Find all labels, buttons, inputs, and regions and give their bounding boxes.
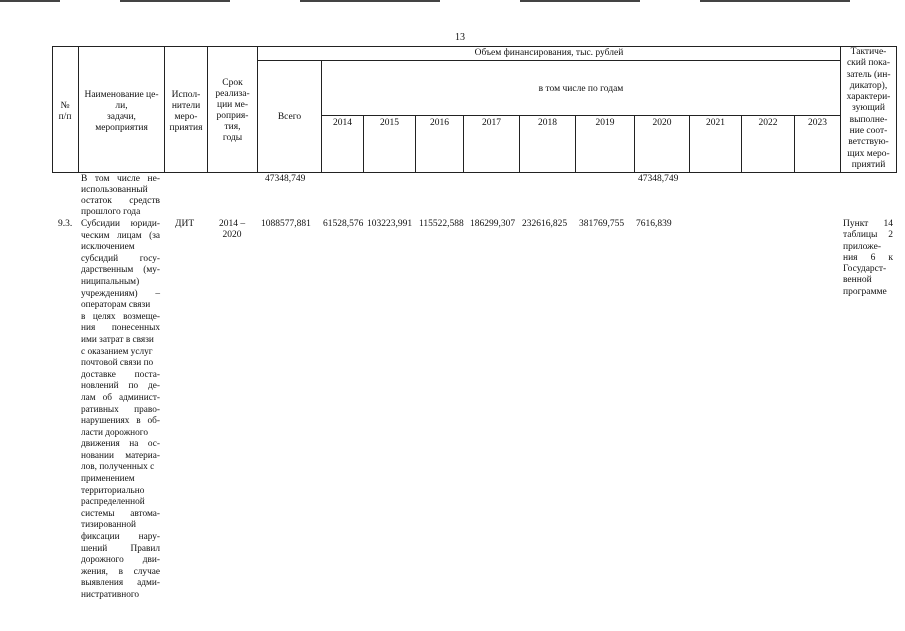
year-header-2018: 2018 — [538, 118, 557, 128]
row-9-3-total: 1088577,881 — [261, 219, 311, 229]
year-header-2014: 2014 — [333, 118, 352, 128]
col-divider-total — [321, 60, 322, 173]
row-unused-balance-name: В том числе не- использованный остаток средств прошлого года — [81, 174, 160, 217]
row-9-3-2014: 61528,576 — [323, 219, 364, 229]
row-9-3-2015: 103223,991 — [367, 219, 413, 229]
row-unused-balance-2020: 47348,749 — [638, 174, 679, 184]
row-9-3-number: 9.3. — [58, 219, 73, 229]
year-header-2015: 2015 — [380, 118, 399, 128]
page-number: 13 — [455, 32, 465, 43]
row-9-3-name: Субсидии юриди- ческим лицам (за исключением субсидий госу- дарственным (му- ниципальным) учреждениям) – операторам связи в целях возмеще- ния понесенных ими затрат в связи с оказанием услуг почтовой связи по доставке поста- новлений по де- лам об админист- ративных право- нарушениях в об- ласти дорожного движения на ос- новании материа- лов, полученных с применением территориально распределенной системы автома- тизированной фиксации нару- шений Правил дорожного дви- жения, в случае выявления адми- нистративного — [81, 219, 160, 600]
header-total: Всего — [277, 112, 302, 122]
year-header-2021: 2021 — [706, 118, 725, 128]
header-period: Срок реализа- ции ме- роприя- тия, годы — [215, 78, 250, 143]
table-top-border — [52, 46, 897, 47]
year-header-2016: 2016 — [430, 118, 449, 128]
header-name: Наименование це- ли, задачи, мероприятия — [84, 90, 159, 133]
row-9-3-2020: 7616,839 — [636, 219, 672, 229]
header-executors: Испол- нители меро- приятия — [169, 90, 203, 133]
row-9-3-period: 2014 – 2020 — [218, 219, 246, 240]
row-9-3-2019: 381769,755 — [579, 219, 625, 229]
col-divider-period — [257, 46, 258, 173]
year-header-2019: 2019 — [595, 118, 615, 128]
year-header-2023: 2023 — [808, 118, 827, 128]
header-indicator: Тактиче- ский пока- затель (ин- дикатор), характери- зующий выполне- ние соот- ветствую- щих меро- приятий — [846, 47, 891, 170]
row-9-3-2016: 115522,588 — [419, 219, 464, 229]
row-unused-balance-total: 47348,749 — [265, 174, 306, 184]
header-by-years: в том числе по годам — [538, 84, 624, 94]
year-header-2022: 2022 — [758, 118, 778, 128]
row-9-3-2017: 186299,307 — [470, 219, 516, 229]
row-9-3-executor: ДИТ — [175, 219, 195, 229]
header-num: № п/п — [58, 101, 72, 122]
header-bottom-border — [52, 172, 897, 173]
funding-header-line — [257, 60, 840, 61]
row-9-3-indicator: Пункт 14 таблицы 2 приложе- ния 6 к Государст- венной программе — [843, 219, 893, 297]
year-header-2020: 2020 — [652, 118, 672, 128]
table-right-border — [896, 46, 897, 173]
years-header-line — [321, 115, 840, 116]
year-header-2017: 2017 — [482, 118, 501, 128]
row-9-3-2018: 232616,825 — [522, 219, 568, 229]
header-funding-title: Объем финансирования, тыс. рублей — [474, 48, 624, 58]
page-top-edge — [0, 0, 905, 3]
